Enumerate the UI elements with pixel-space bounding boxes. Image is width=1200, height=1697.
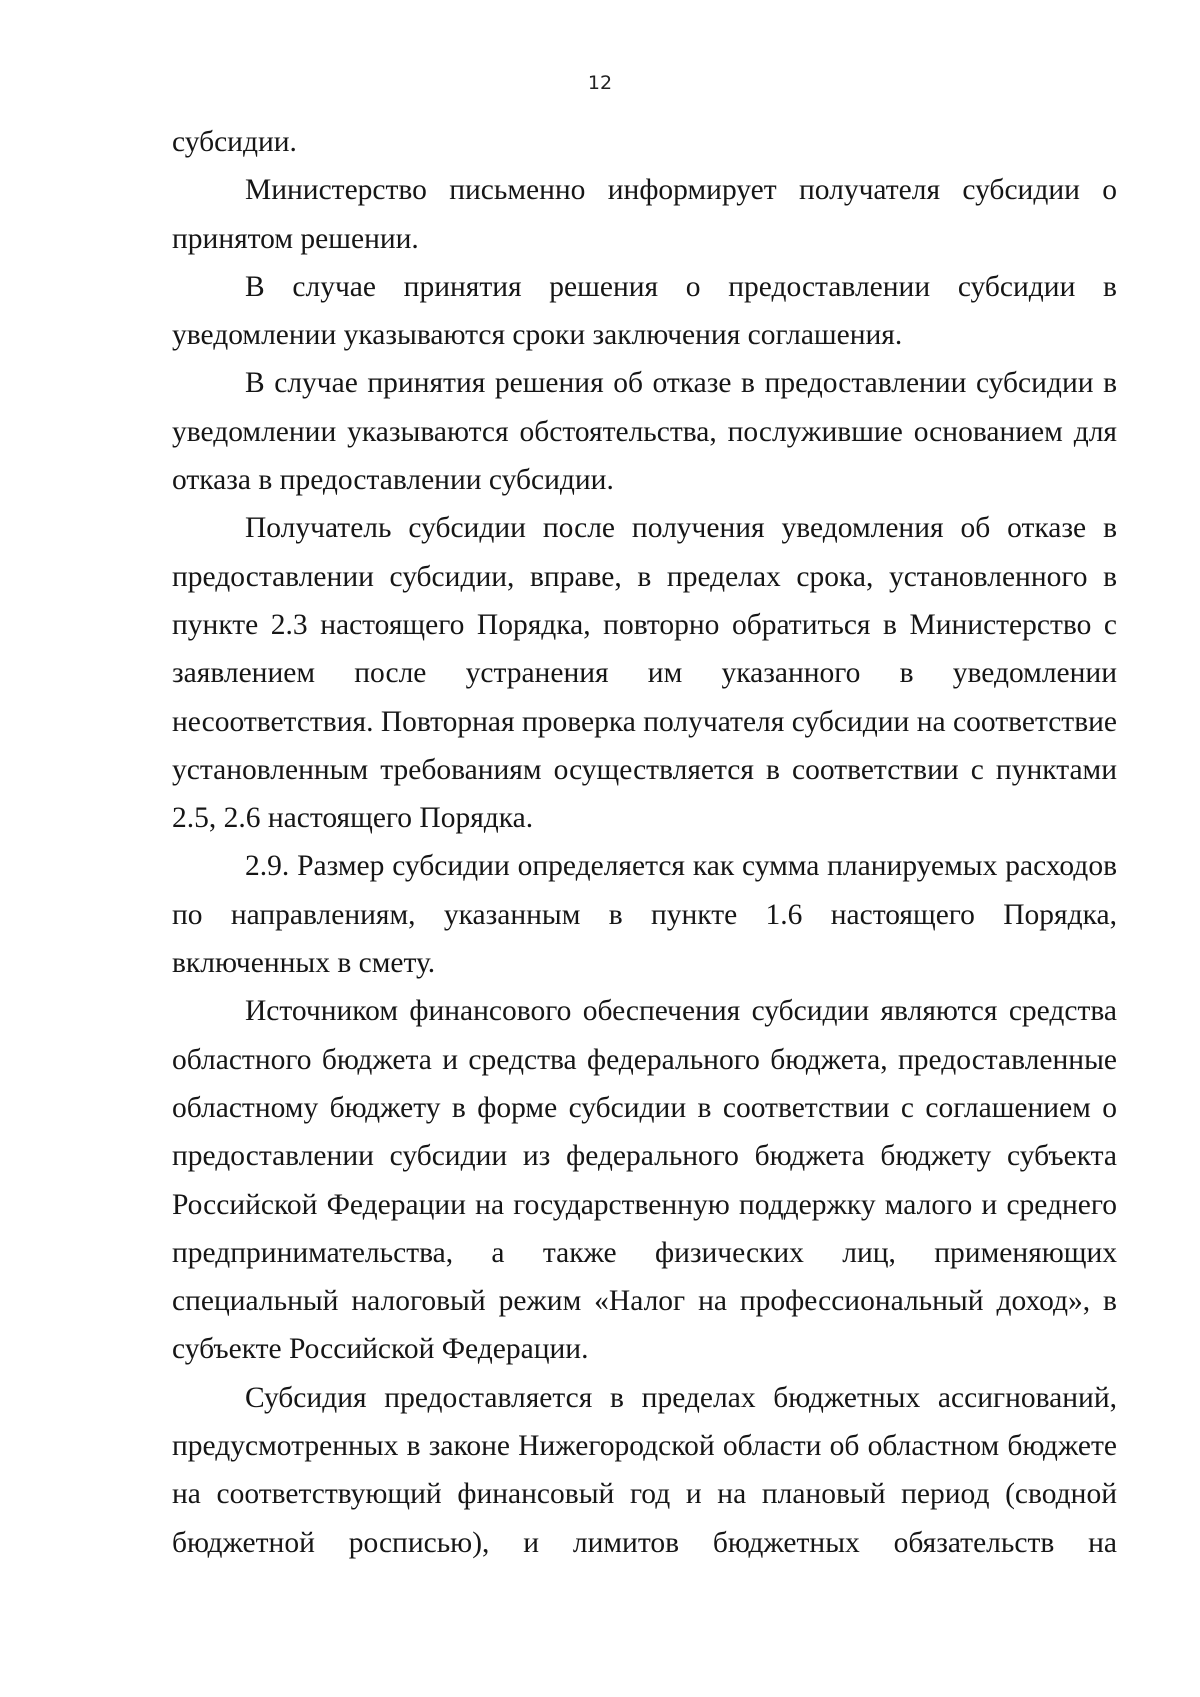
paragraph-2-9-subsidy-size: 2.9. Размер субсидии определяется как сумма планируемых расходов по направлениям, указанным в пункте 1.6 настоящего Порядка, включенных в смету.: [172, 850, 1117, 980]
paragraph-decision-refused: В случае принятия решения об отказе в предоставлении субсидии в уведомлении указываются обстоятельства, послужившие основанием для отказа в предоставлении субсидии.: [172, 367, 1117, 497]
paragraph-budget-limits: Субсидия предоставляется в пределах бюджетных ассигнований, предусмотренных в законе Нижегородской области об областном бюджете на соответствующий финансовый год и на плановый период (сводной бюджетной росписью), и лимитов бюджетных обязательств на: [172, 1381, 1117, 1559]
paragraph-continuation: субсидии.: [172, 126, 297, 158]
document-body: [172, 118, 1117, 1567]
paragraph-repeat-application: Получатель субсидии после получения уведомления об отказе в предоставлении субсидии, вправе, в пределах срока, установленного в пункте 2.3 настоящего Порядка, повторно обратиться в Министерство с заявлением после устранения им указанного в уведомлении несоответствия. Повторная проверка получателя субсидии на соответствие установленным требованиям осуществляется в соответствии с пунктами 2.5, 2.6 настоящего Порядка.: [172, 512, 1117, 835]
page-number: 12: [587, 72, 613, 94]
paragraph-funding-source: Источником финансового обеспечения субсидии являются средства областного бюджета и средства федерального бюджета, предоставленные областному бюджету в форме субсидии в соответствии с соглашением о предоставлении субсидии из федерального бюджета бюджету субъекта Российской Федерации на государственную поддержку малого и среднего предпринимательства, а также физических лиц, применяющих специальный налоговый режим «Налог на профессиональный доход», в субъекте Российской Федерации.: [172, 995, 1117, 1366]
paragraph-ministry-informs: Министерство письменно информирует получателя субсидии о принятом решении.: [172, 174, 1117, 255]
paragraph-decision-granted: В случае принятия решения о предоставлении субсидии в уведомлении указываются сроки заключения соглашения.: [172, 270, 1117, 352]
